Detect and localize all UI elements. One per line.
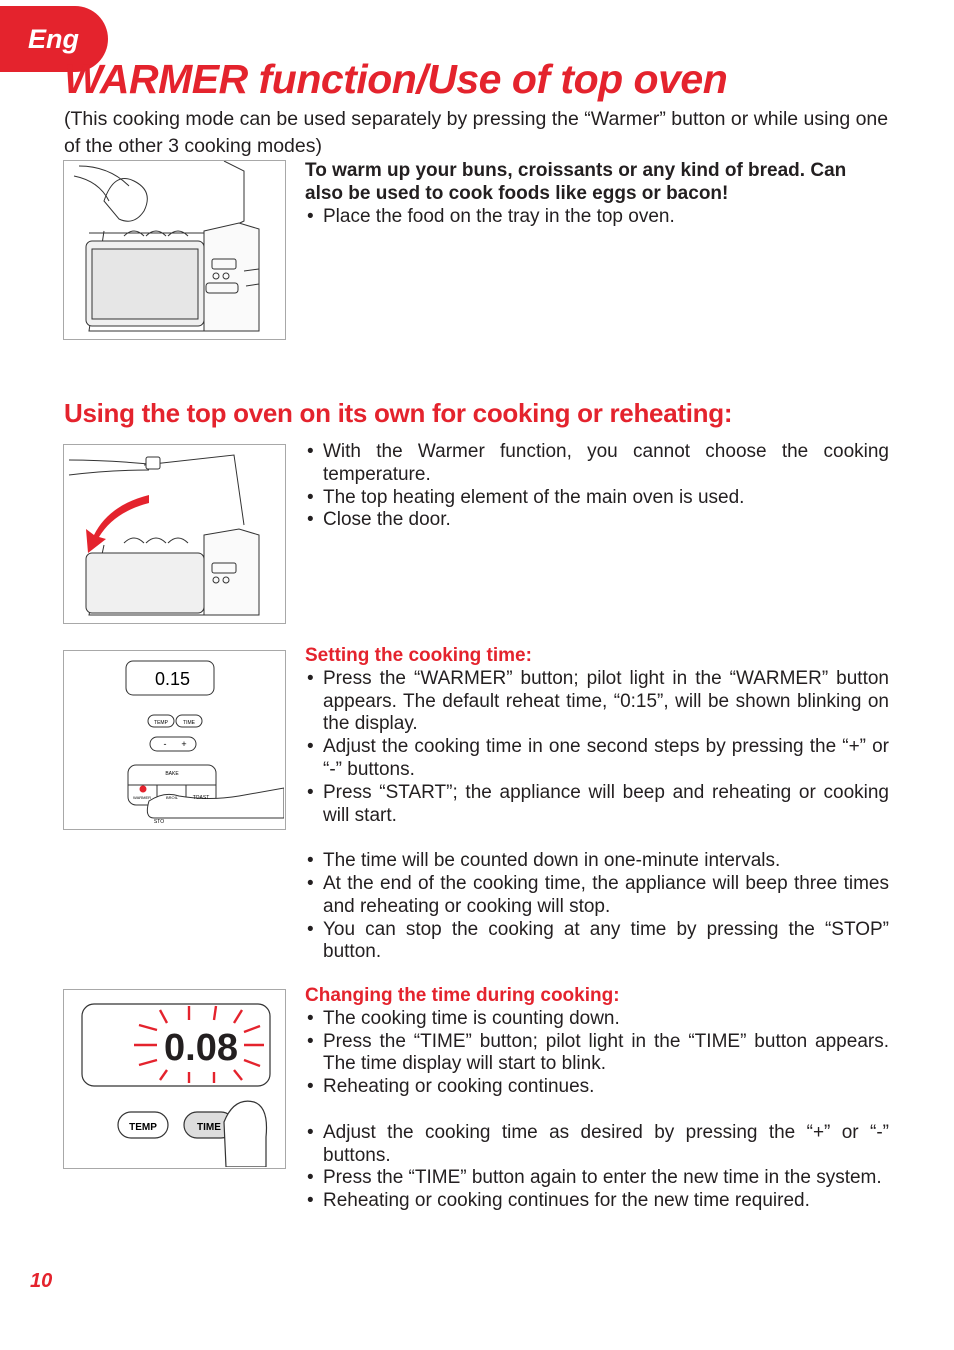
temp-button-label: TEMP bbox=[129, 1122, 157, 1133]
toast-button-label: TOAST bbox=[192, 795, 210, 801]
section1-heading: To warm up your buns, croissants or any kind of bread. Can also be used to cook foods like eggs or bacon! bbox=[305, 160, 847, 204]
figure-oven-loading bbox=[63, 160, 286, 340]
list-item: • At the end of the cooking time, the appliance will beep three times and reheating or cooking will stop. bbox=[305, 873, 889, 919]
language-label: Eng bbox=[28, 24, 79, 54]
stop-button-label: STO bbox=[153, 819, 165, 825]
display-readout: 0.15 bbox=[154, 669, 190, 689]
figure-control-panel bbox=[63, 650, 286, 830]
warmer-button-label: WARMER bbox=[132, 795, 152, 800]
section4-text bbox=[305, 985, 889, 1213]
plus-button-label: + bbox=[181, 739, 187, 749]
intro-text: (This cooking mode can be used separately by pressing the “Warmer” button or while using one of the other 3 cooking modes) bbox=[64, 108, 889, 157]
time-display-illustration bbox=[64, 990, 284, 1167]
list-item: • Reheating or cooking continues. bbox=[305, 1076, 889, 1099]
section4-heading: Changing the time during cooking: bbox=[305, 985, 620, 1006]
section3-list bbox=[305, 668, 889, 828]
control-panel-illustration bbox=[64, 651, 284, 828]
time-button-label: TIME bbox=[197, 1122, 221, 1133]
list-item: • Close the door. bbox=[305, 509, 889, 532]
broil-button-label: BROIL bbox=[165, 795, 179, 800]
figure-oven-door bbox=[63, 444, 286, 624]
list-item: • Place the food on the tray in the top oven. bbox=[305, 206, 889, 229]
page-number: 10 bbox=[30, 1270, 53, 1292]
temp-button-label: TEMP bbox=[154, 720, 168, 726]
list-item: • Adjust the cooking time in one second steps by pressing the “+” or “-” buttons. bbox=[305, 736, 889, 782]
arrow-icon bbox=[86, 495, 149, 553]
list-item: • Press the “TIME” button; pilot light in the “TIME” button appears. The time display will start to blink. bbox=[305, 1031, 889, 1077]
list-item: • Press “START”; the appliance will beep and reheating or cooking will start. bbox=[305, 782, 889, 828]
minus-button-label: - bbox=[163, 739, 167, 749]
section2-title: Using the top oven on its own for cooking or reheating: bbox=[64, 398, 733, 428]
section2-text bbox=[305, 441, 889, 532]
list-item: • The top heating element of the main oven is used. bbox=[305, 487, 889, 510]
section1-text bbox=[305, 160, 889, 228]
list-item: • With the Warmer function, you cannot choose the cooking temperature. bbox=[305, 441, 889, 487]
figure-time-display bbox=[63, 989, 286, 1169]
section2-list bbox=[305, 441, 889, 532]
section1-list bbox=[305, 206, 889, 229]
list-item: • Adjust the cooking time as desired by pressing the “+” or “-” buttons. bbox=[305, 1122, 889, 1168]
section4-list bbox=[305, 1008, 889, 1099]
bake-button-label: BAKE bbox=[165, 771, 179, 777]
list-item: • Press the “TIME” button again to enter the new time in the system. bbox=[305, 1167, 889, 1190]
section4-list-2 bbox=[305, 1122, 889, 1213]
section3-list-2 bbox=[305, 850, 889, 964]
display-readout: 0.08 bbox=[164, 1027, 238, 1069]
oven-illustration bbox=[64, 161, 284, 338]
oven-door-illustration bbox=[64, 445, 284, 622]
section3-text bbox=[305, 645, 889, 964]
list-item: • You can stop the cooking at any time by pressing the “STOP” button. bbox=[305, 919, 889, 965]
list-item: • Reheating or cooking continues for the new time required. bbox=[305, 1190, 889, 1213]
section3-heading: Setting the cooking time: bbox=[305, 645, 532, 666]
page-title: WARMER function/Use of top oven bbox=[64, 56, 728, 102]
list-item: • The cooking time is counting down. bbox=[305, 1008, 889, 1031]
list-item: • The time will be counted down in one-minute intervals. bbox=[305, 850, 889, 873]
list-item: • Press the “WARMER” button; pilot light in the “WARMER” button appears. The default reheat time, “0:15”, will be shown blinking on the display. bbox=[305, 668, 889, 736]
time-button-label: TIME bbox=[183, 720, 195, 726]
